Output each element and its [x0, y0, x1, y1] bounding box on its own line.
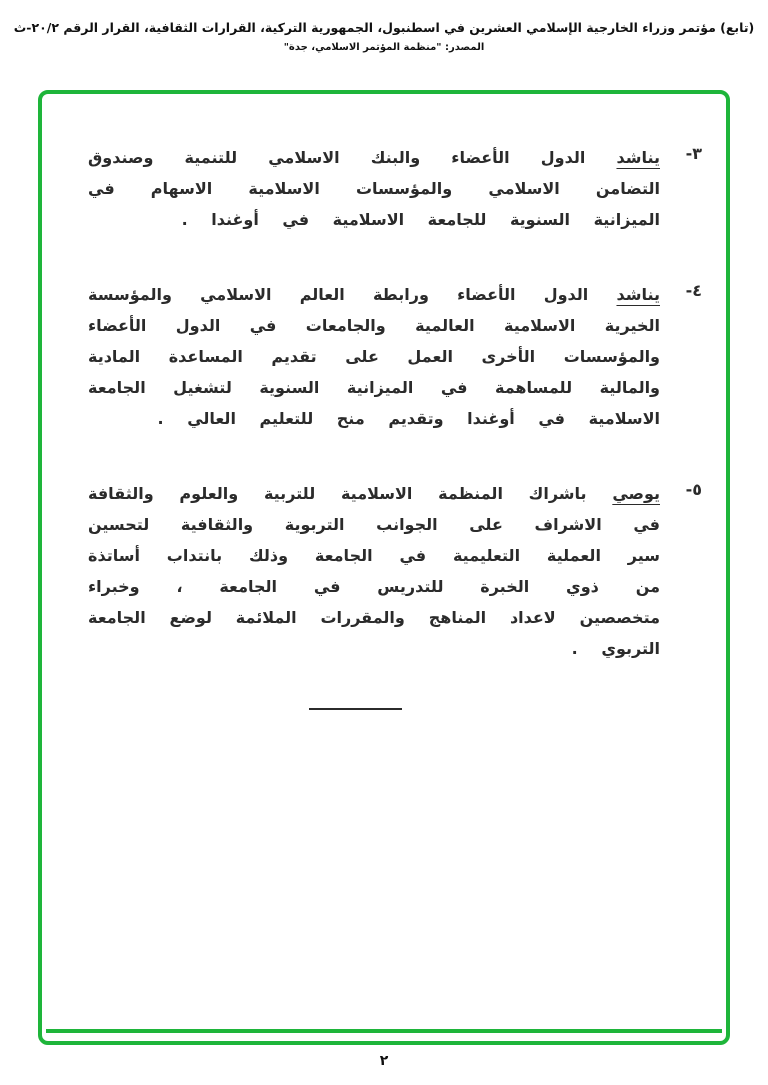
green-border-frame [38, 90, 730, 1045]
resolution-item [88, 478, 702, 664]
resolution-item [88, 142, 702, 235]
page-number: ٢ [379, 1053, 389, 1069]
header-source: المصدر: "منظمة المؤتمر الاسلامي، جدة" [283, 42, 485, 53]
header-title: (تابع) مؤتمر وزراء الخارجية الإسلامي العشرين في اسطنبول، الجمهورية التركية، القرارات الثقافية، القرار الرقم ٢٠/٢-ث [13, 20, 755, 35]
document-header [0, 0, 768, 53]
frame-inner-bottom-line [46, 1029, 722, 1033]
item-number: ٤- [685, 281, 702, 300]
item-paragraph: الدول الأعضاء ورابطة العالم الاسلامي والمؤسسة الخيرية الاسلامية العالمية والجامعات في الدول الأعضاء والمؤسسات الأخرى العمل على تقديم المساعدة المادية والمالية للمساهمة في الميزانية السنوية لتشغيل الجامعة الاسلامية في أوغندا وتقديم منح للتعليم العالي . [88, 285, 660, 428]
item-number: ٥- [685, 480, 702, 499]
item-lead-word: يناشد [616, 148, 660, 167]
resolution-item [88, 279, 702, 434]
item-text [88, 279, 660, 434]
item-number: ٣- [685, 144, 702, 163]
item-paragraph: باشراك المنظمة الاسلامية للتربية والعلوم والثقافة في الاشراف على الجوانب التربوية والثقافية لتحسين سير العملية التعليمية في الجامعة وذلك بانتداب أساتذة من ذوي الخبرة للتدريس في الجامعة ، وخبراء متخصصين لاعداد المناهج والمقررات الملائمة لوضع الجامعة التربوي . [88, 484, 660, 658]
item-text [88, 142, 660, 235]
section-divider [309, 708, 402, 710]
item-paragraph: الدول الأعضاء والبنك الاسلامي للتنمية وصندوق التضامن الاسلامي والمؤسسات الاسلامية الاسهام في الميزانية السنوية للجامعة الاسلامية في أوغندا . [88, 148, 660, 229]
resolution-body [88, 142, 702, 710]
item-lead-word: يوصي [612, 484, 660, 503]
item-lead-word: يناشد [616, 285, 660, 304]
item-text [88, 478, 660, 664]
